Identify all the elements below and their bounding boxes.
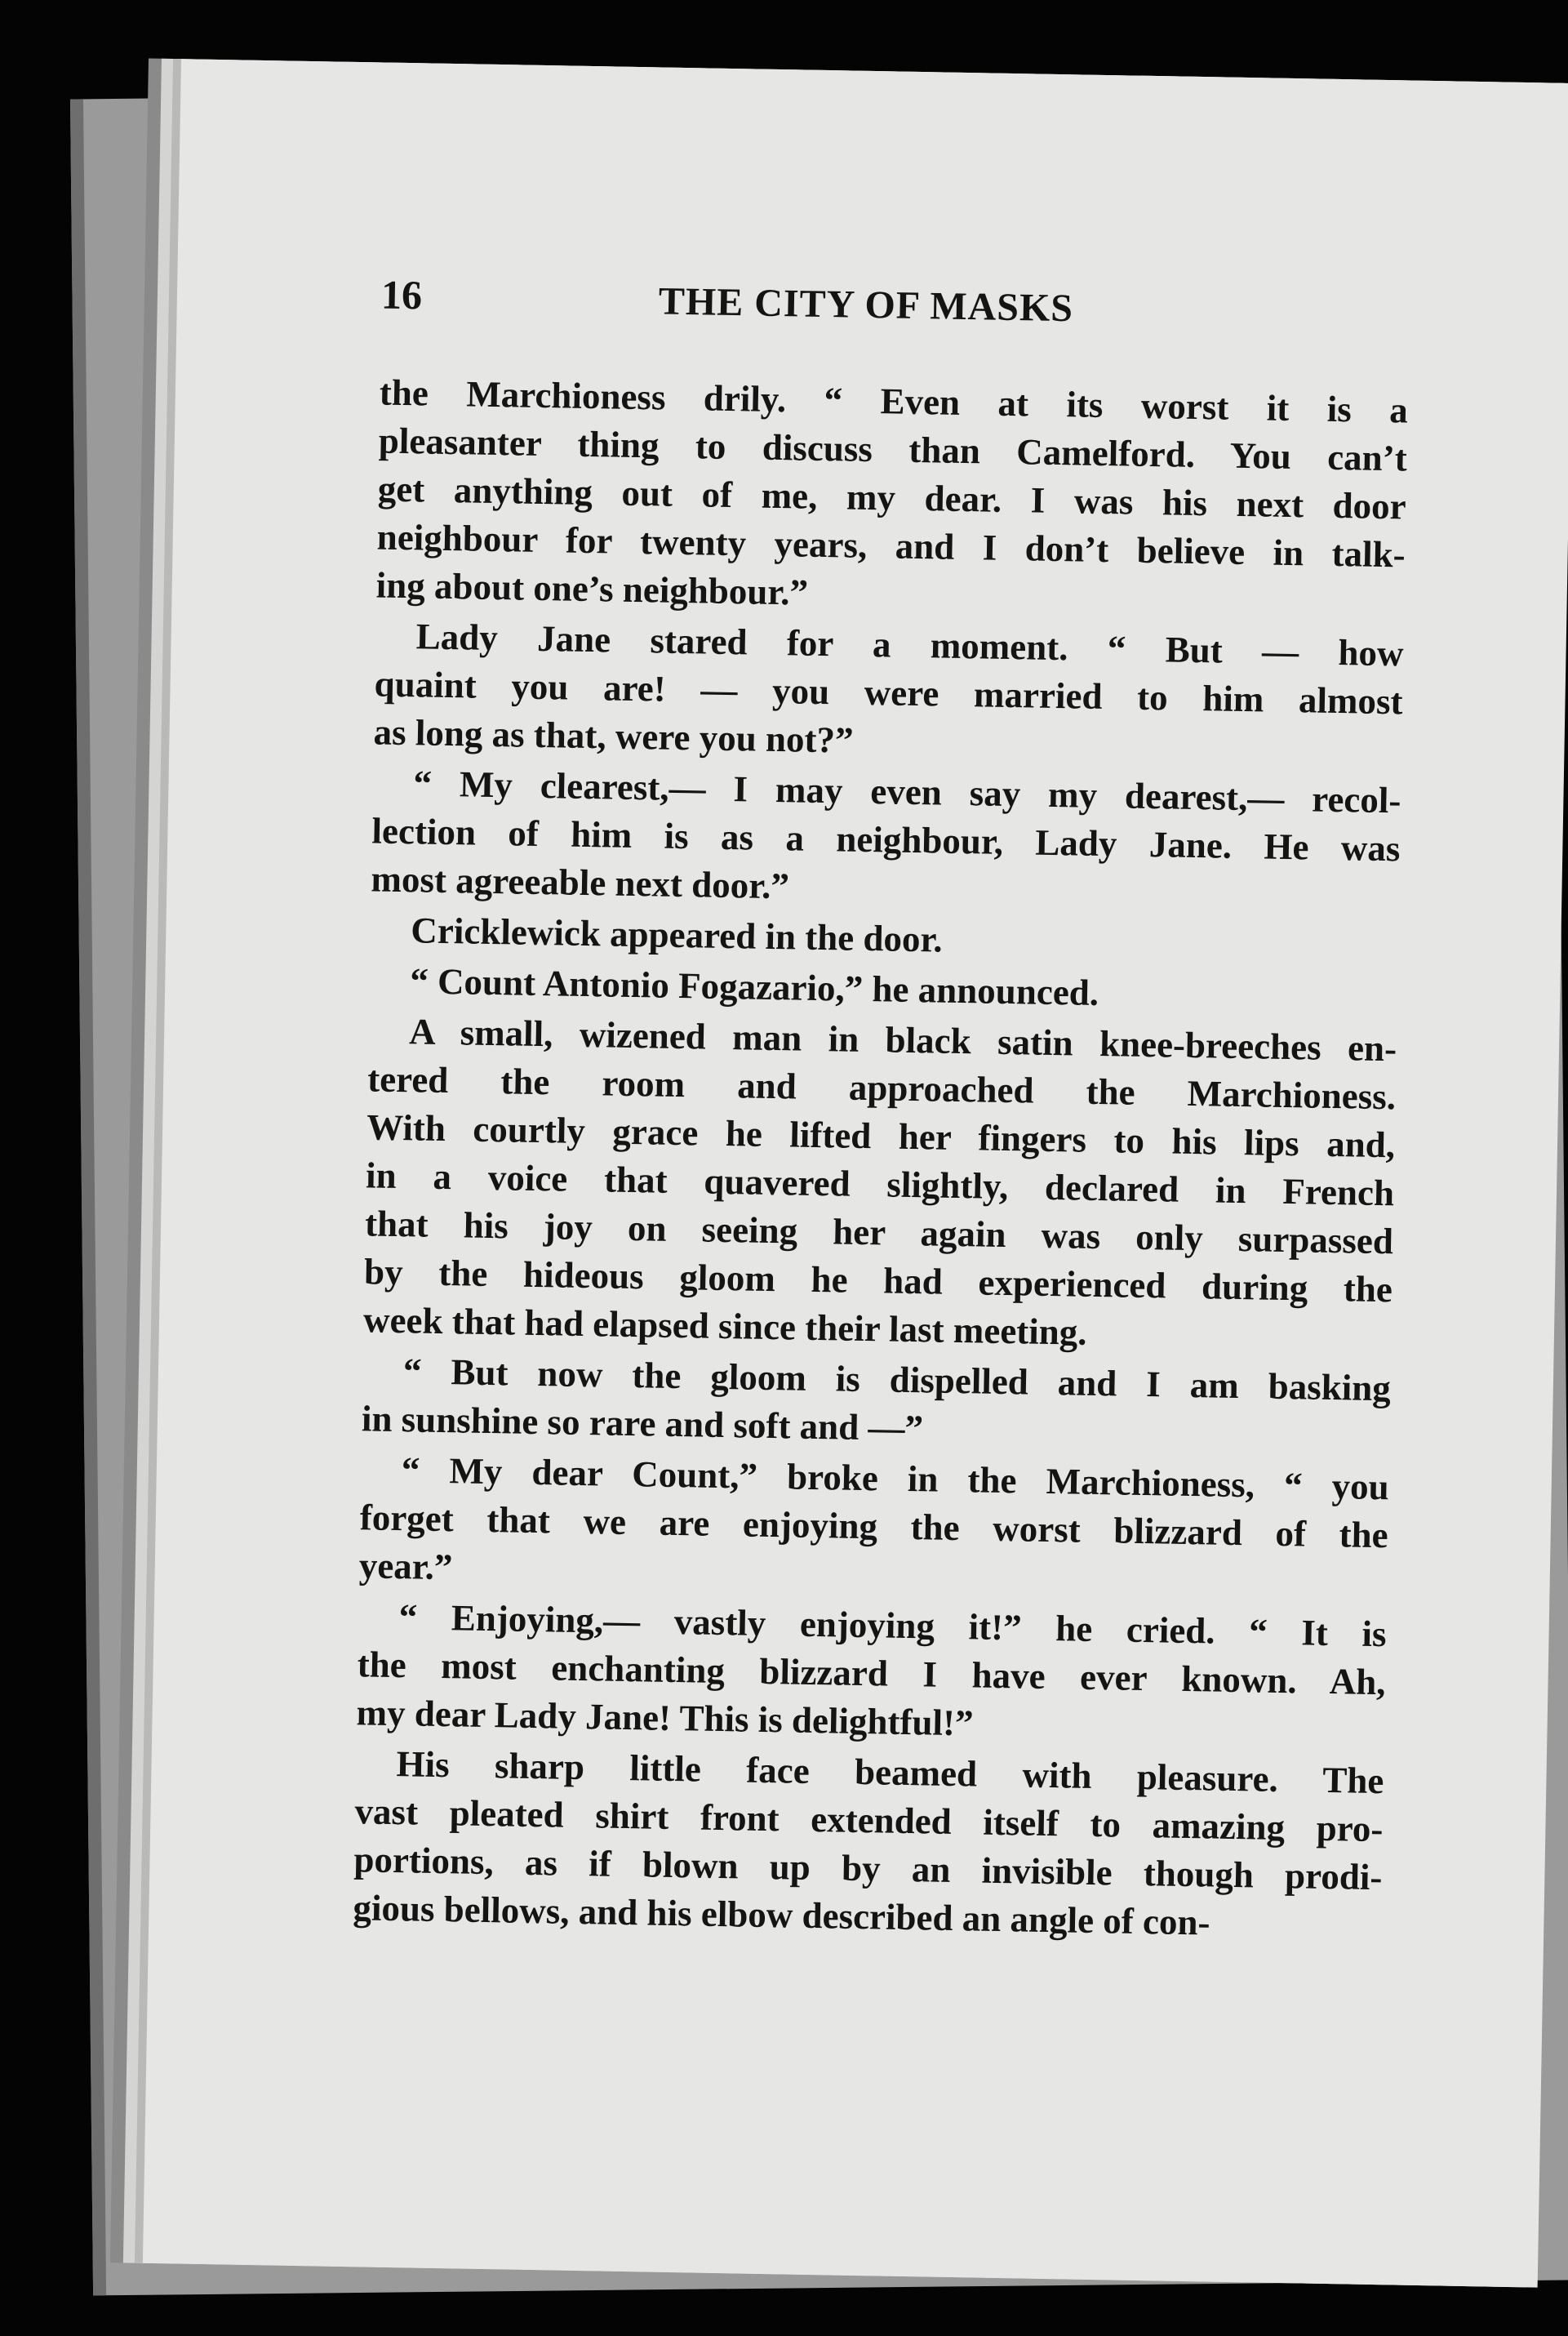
text-line: in sunshine so rare and soft and —” (361, 1398, 924, 1449)
text-line: week that had elapsed since their last meeting. (362, 1299, 1088, 1353)
text-line: gious bellows, and his elbow described an angle of con- (353, 1887, 1210, 1943)
paragraph (353, 1739, 1384, 1950)
text-line: tered the room and approached the Marchioness. (366, 1058, 1397, 1118)
text-line: “ My clearest,— I may even say my dearest,— recol- (413, 763, 1401, 821)
page-number: 16 (380, 271, 423, 318)
paragraph (375, 368, 1408, 627)
text-line: get anything out of me, my dear. I was his next door (377, 468, 1407, 527)
text-line: neighbour for twenty years, and I don’t believe in talk- (376, 516, 1406, 576)
text-line: in a voice that quavered slightly, declared in French (365, 1155, 1395, 1214)
body-text (353, 368, 1408, 1950)
running-title: THE CITY OF MASKS (658, 279, 1074, 331)
paragraph (371, 759, 1401, 921)
text-line: year.” (358, 1545, 453, 1588)
paragraph (363, 1007, 1397, 1362)
text-line: “ But now the gloom is dispelled and I am basking (402, 1350, 1392, 1409)
text-line: as long as that, were you not?” (373, 711, 854, 761)
text-line: lection of him is as a neighbour, Lady Jane. He was (371, 810, 1401, 870)
text-line: most agreeable next door.” (371, 858, 790, 907)
text-block (349, 270, 1410, 2166)
paragraph (358, 1445, 1389, 1608)
paragraph (361, 1346, 1391, 1461)
text-line: my dear Lady Jane! This is delightful!” (356, 1692, 974, 1744)
text-line: forget that we are enjoying the worst blizzard of the (359, 1497, 1389, 1556)
text-line: Cricklewick appeared in the door. (410, 910, 944, 960)
text-line: vast pleated shirt front extended itself to amazing pro- (354, 1791, 1384, 1850)
running-head (380, 270, 1410, 386)
text-line: quaint you are! — you were married to him almost (374, 663, 1403, 723)
book-page (135, 59, 1568, 2288)
text-line: Lady Jane stared for a moment. “ But — how (415, 616, 1404, 674)
text-line: “ Enjoying,— vastly enjoying it!” he cried. “ It is (398, 1596, 1387, 1655)
text-line: by the hideous gloom he had experienced during the (363, 1251, 1393, 1310)
text-line: the Marchioness drily. “ Even at its worst it is a (379, 372, 1409, 431)
text-line: His sharp little face beamed with pleasure. The (396, 1743, 1384, 1802)
text-line: With courtly grace he lifted her fingers to his lips and, (366, 1106, 1396, 1166)
paragraph (373, 612, 1404, 774)
paragraph (356, 1592, 1387, 1755)
text-line: “ My dear Count,” broke in the Marchioness, “ you (401, 1449, 1390, 1508)
text-line: pleasanter thing to discuss than Camelford. You can’t (378, 420, 1408, 479)
text-line: the most enchanting blizzard I have ever known. Ah, (357, 1644, 1386, 1703)
text-line: portions, as if blown up by an invisible though prodi- (353, 1839, 1383, 1898)
text-line: that his joy on seeing her again was only surpassed (364, 1203, 1394, 1262)
text-line: “ Count Antonio Fogazario,” he announced. (409, 960, 1099, 1013)
text-line: ing about one’s neighbour.” (375, 564, 809, 613)
text-line: A small, wizened man in black satin knee-breeches en- (408, 1011, 1397, 1070)
